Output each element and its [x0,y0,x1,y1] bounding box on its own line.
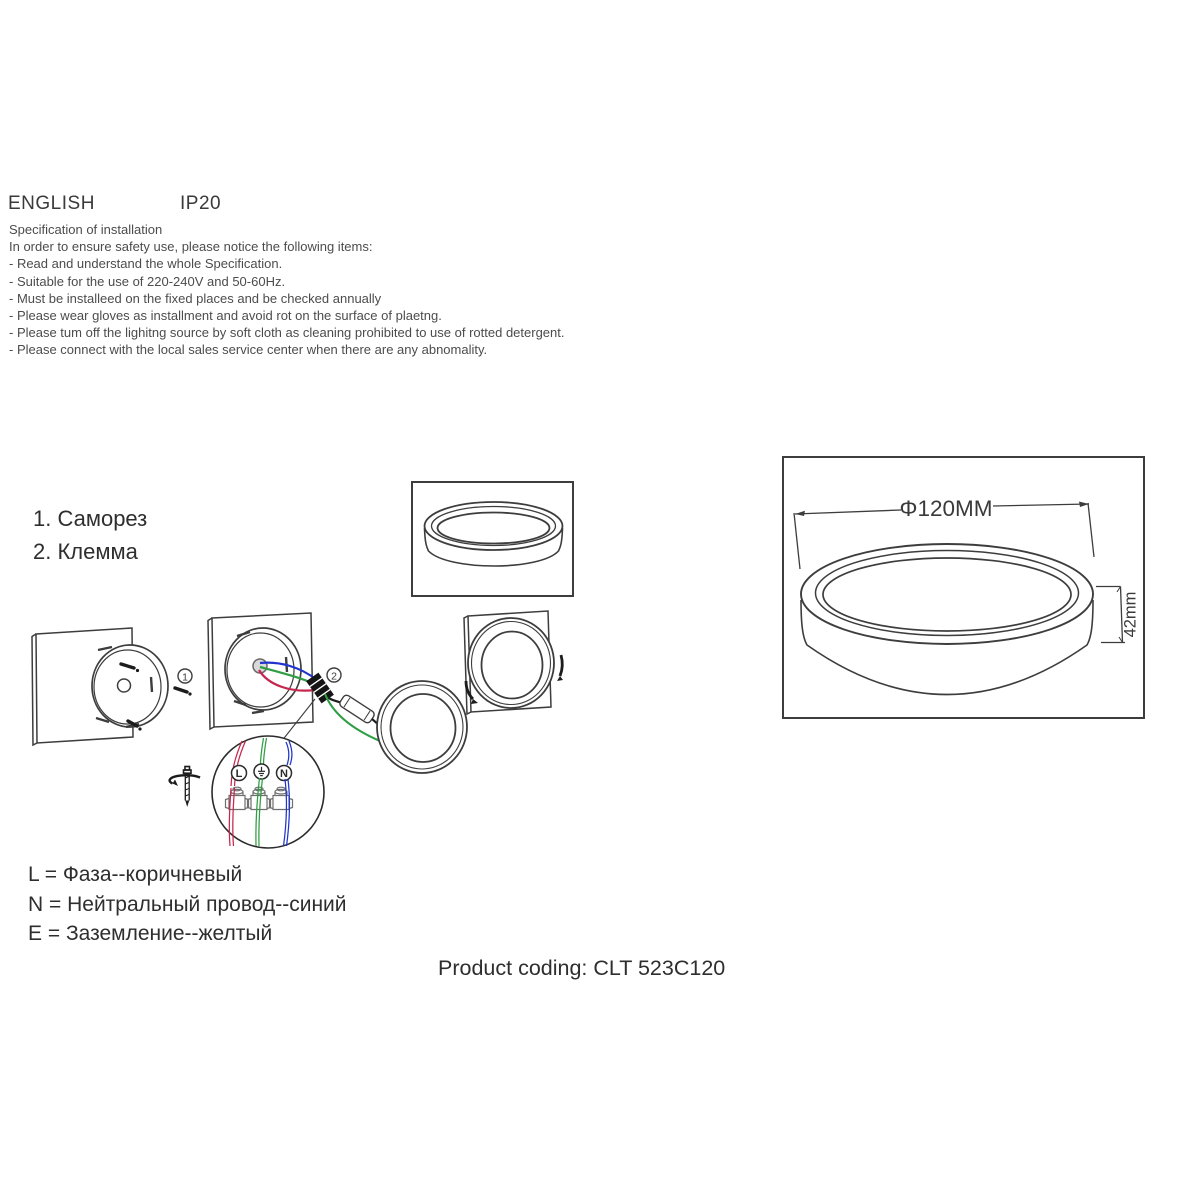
lamp-drawing [425,502,563,566]
spec-item: - Read and understand the whole Specification. [9,256,283,272]
step2-callout [327,668,341,683]
dimension-diagram [770,445,1190,735]
spec-intro: In order to ensure safety use, please notice the following items: [9,239,373,255]
step1-callout [175,669,192,696]
step2-wiring [208,613,341,742]
lamp-drawing [801,544,1093,695]
step4-mounted [464,611,563,714]
step2-number: 2 [331,670,337,683]
terminal-labels [232,764,292,781]
step1-number: 1 [182,671,188,684]
language-heading: ENGLISH [8,193,95,214]
step1-mounting [32,628,192,745]
spec-item: - Suitable for the use of 220-240V and 50-60Hz. [9,273,286,289]
lamp [377,681,467,773]
screw-rotation-icon [170,767,200,808]
legend-earth: E = Заземление--желтый [28,922,273,945]
height-dimension [1096,587,1140,643]
spec-title: Specification of installation [9,222,163,237]
installation-diagram [0,440,790,870]
spec-item: - Must be installeed on the fixed places and be checked annually [9,290,382,306]
mounted-lamp [468,618,554,708]
product-preview-box [412,482,573,596]
ip-rating: IP20 [180,193,222,214]
wiring-legend [28,860,347,949]
screw-icon [175,688,187,692]
terminal-live-label: L [235,768,243,781]
legend-neutral: N = Нейтральный провод--синий [28,892,347,916]
specification-block [9,221,649,359]
spec-item: - Please tum off the lighitng source by soft cloth as cleaning prohibited to use of rotted detergent. [9,325,565,341]
product-coding: Product coding: CLT 523C120 [438,956,726,980]
diameter-label: Φ120MM [899,496,993,521]
terminal-neutral-label: N [280,768,288,781]
detail-pointer-line [281,699,315,742]
part-item-terminal: 2. Клемма [33,539,138,564]
part-item-screw: 1. Саморез [33,506,148,531]
terminal-clamps [226,787,293,809]
wiring-detail-circle [212,736,324,848]
spec-item: - Please wear gloves as installment and avoid rot on the surface of plaetng. [9,308,442,324]
legend-live: L = Фаза--коричневый [28,863,243,886]
step3-lamp-connect [325,681,467,773]
spec-item: - Please connect with the local sales service center when there are any abnomality. [9,342,488,358]
height-label: 42mm [1121,591,1140,638]
